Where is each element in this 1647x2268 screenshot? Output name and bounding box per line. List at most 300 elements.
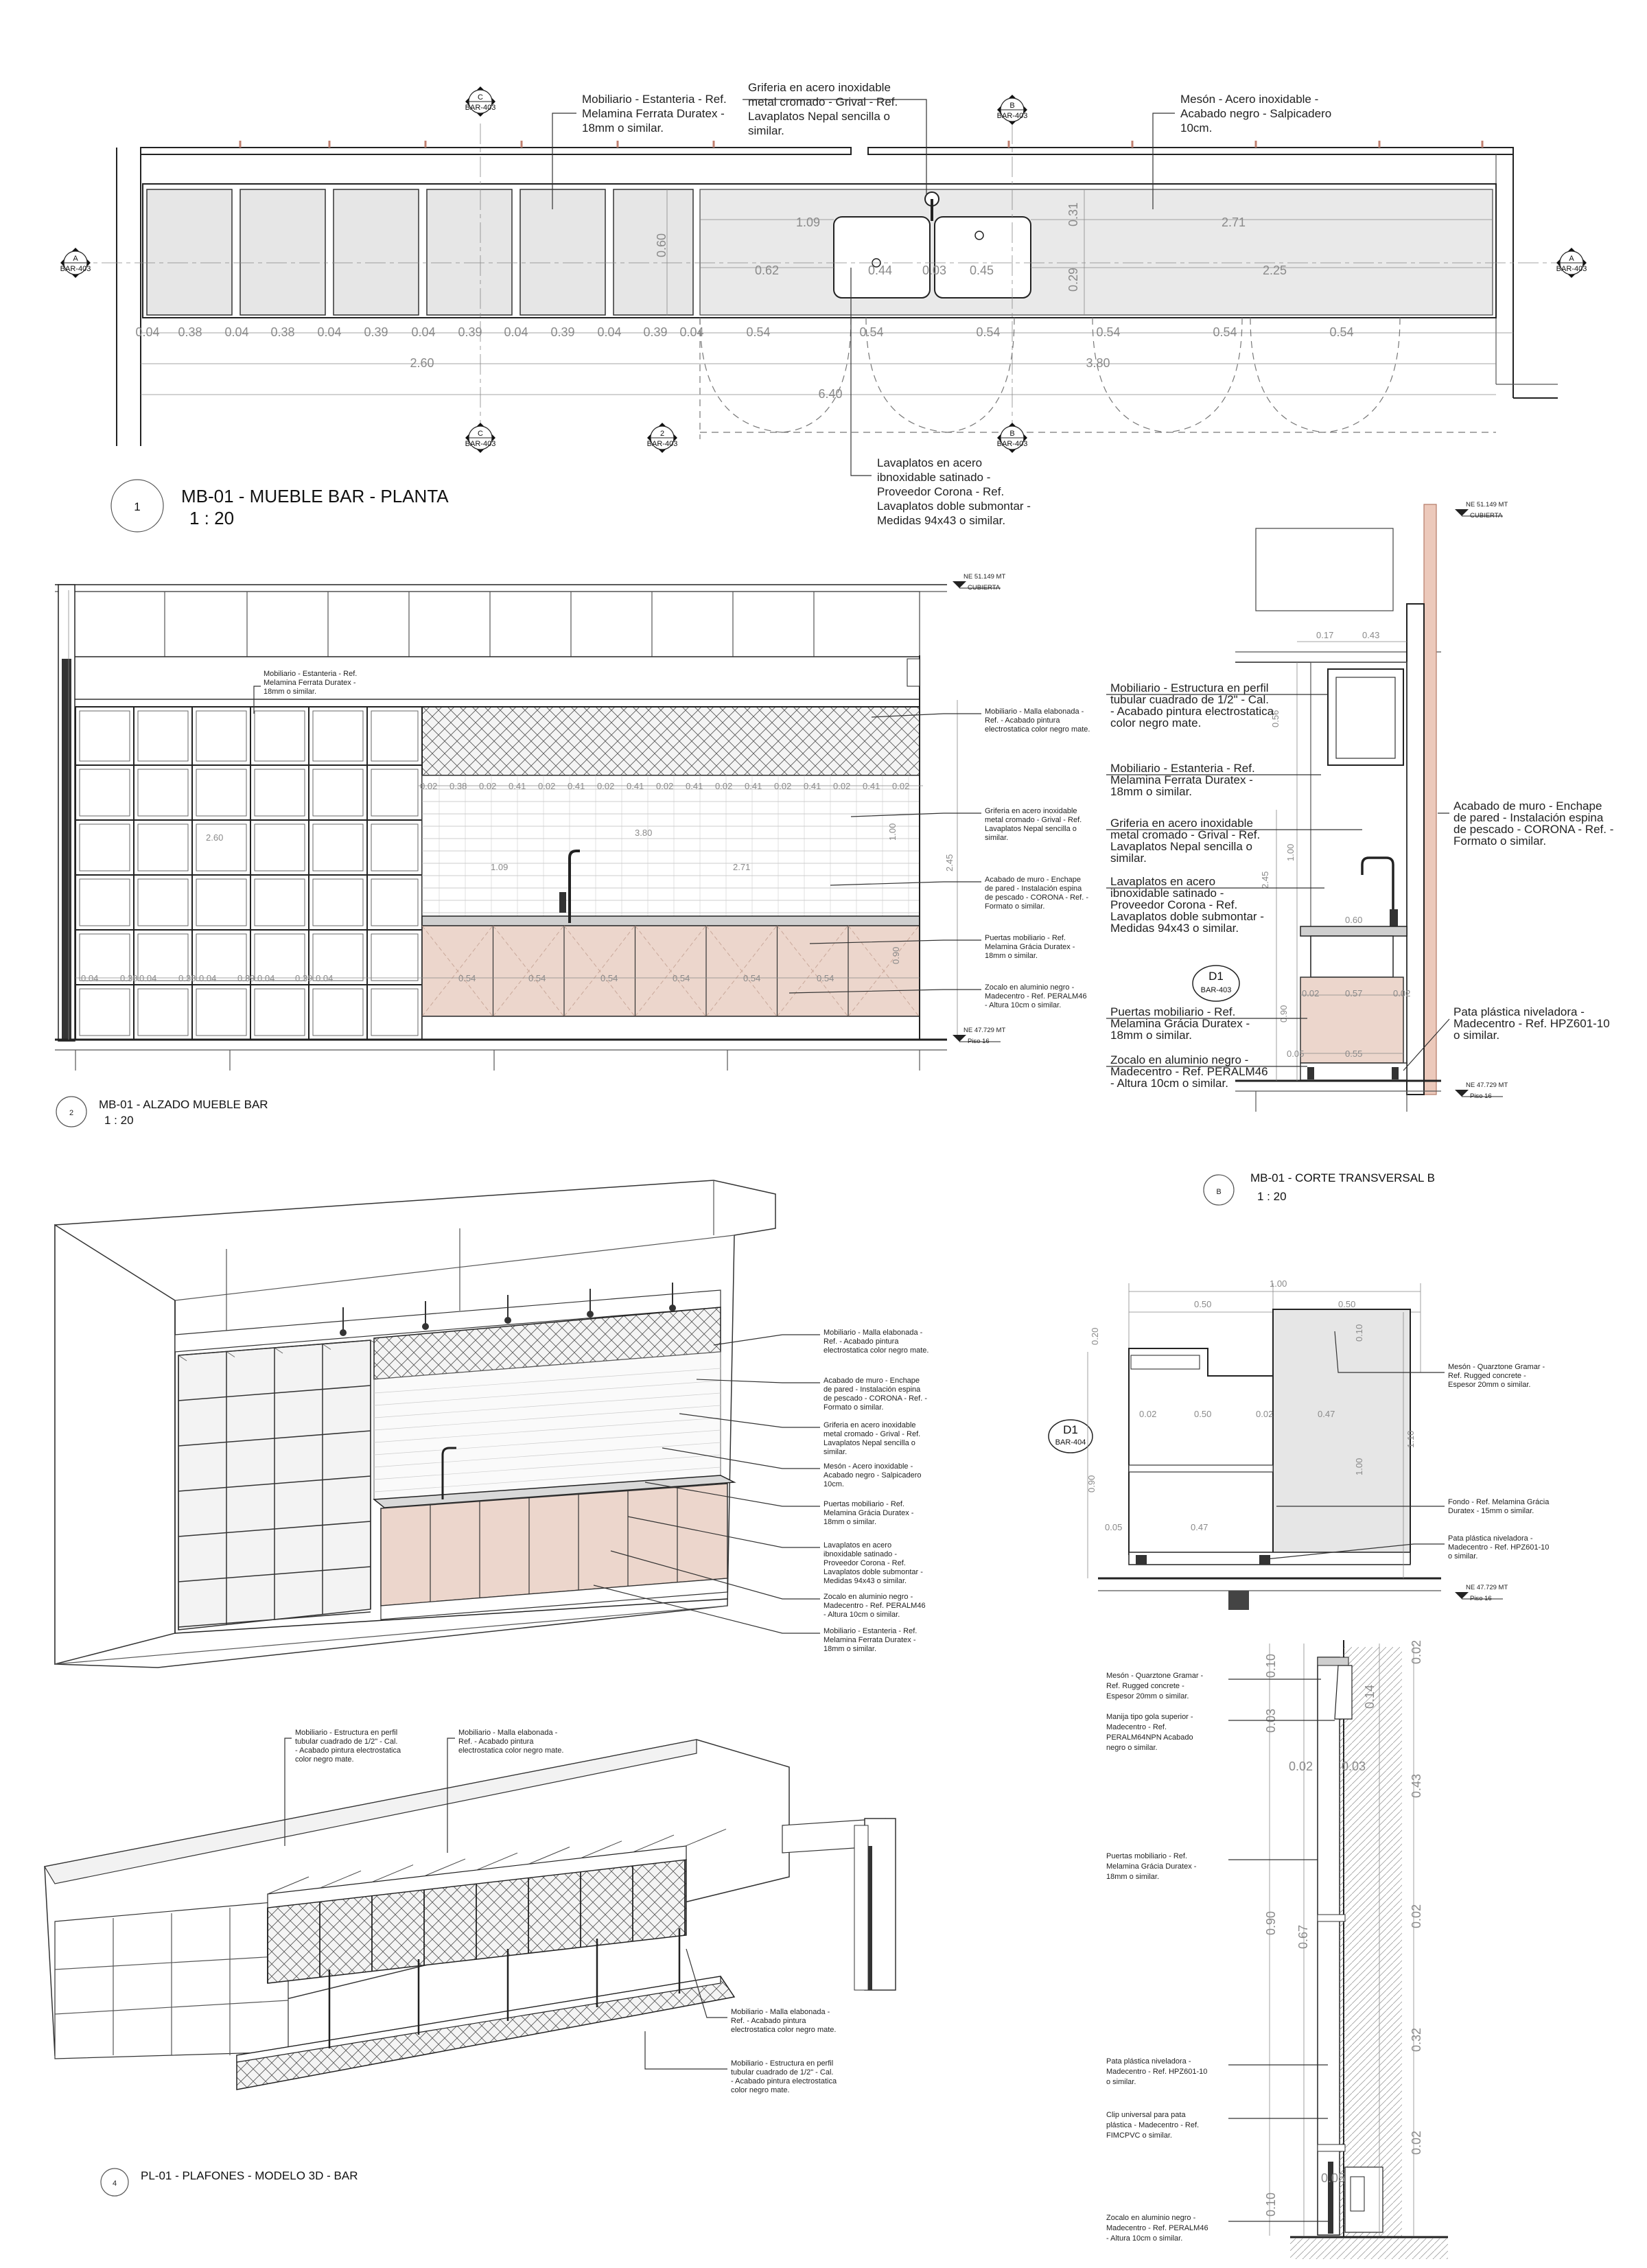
plan-note-shelving-line: Mobiliario - Estanteria - Ref. [582,93,727,106]
ds-note-5 [1106,2214,1208,2243]
elevation-note-3 [985,876,1088,911]
ds-note-4-line: Clip universal para pata [1106,2111,1186,2119]
axon-note-2-line: similar. [824,1448,848,1456]
elevation-dim-top: 0.41 [804,781,821,791]
plan-dim: 0.38 [178,325,202,339]
elevation-dim-bottom: 0.54 [528,973,546,983]
section-marker-ref: BAR-403 [996,440,1028,448]
ds-note-4-line: FIMCPVC o similar. [1106,2131,1172,2140]
elevation-dim-bottom: 0.39 [237,973,255,983]
plan-dim-inner: 2.25 [1263,264,1287,277]
elevation-dim-bottom: 0.38 [178,973,196,983]
section-note-leveler [1453,1005,1610,1042]
elevation-view-number: 2 [69,1109,74,1117]
plan-dim: 0.04 [135,325,160,339]
elevation-dim-top: 0.02 [420,781,438,791]
plan-dim: 0.39 [550,325,575,339]
plan-dim-inner: 1.09 [796,215,821,229]
ds-note-5-line: Zocalo en aluminio negro - [1106,2214,1196,2222]
elevation-dim-bottom: 0.04 [257,973,275,983]
level-marker [1455,1082,1508,1100]
section-view-label: B [1216,1188,1222,1196]
d1-detail-ref: BAR-404 [1055,1438,1086,1447]
plan-dim: 0.54 [976,325,1001,339]
section-marker-letter: B [1009,102,1015,110]
axon-note-3-line: 10cm. [824,1480,844,1488]
elevation-dim-top: 0.02 [538,781,556,791]
section-note-left-3-line: Lavaplatos en acero [1110,875,1216,888]
section-marker-ref: BAR-403 [60,265,91,273]
elevation-note-2 [985,807,1082,842]
ds-note-1 [1106,1713,1193,1752]
section-marker [60,248,91,278]
section-marker-ref: BAR-403 [996,112,1028,120]
elevation-note-5-line: Zocalo en aluminio negro - [985,983,1075,992]
d1-dim: 0.10 [1354,1324,1364,1342]
axon-note-2 [824,1421,920,1456]
d1-dim: 0.02 [1256,1409,1274,1419]
section-marker-letter: B [1009,430,1015,438]
elevation-dim-top: 0.41 [686,781,703,791]
elevation-note-4-line: Melamina Grácia Duratex - [985,943,1075,951]
axon-note-6 [824,1593,926,1619]
level-name: CUBIERTA [1470,512,1503,519]
level-value: NE 51.149 MT [963,573,1006,581]
section-marker [647,423,678,453]
elevation-note-3-line: Acabado de muro - Enchape [985,876,1082,884]
section-dim: 2.45 [1260,871,1270,889]
detail-section-notes [1106,1672,1335,2243]
axon-note-0-line: Ref. - Acabado pintura [824,1337,899,1346]
plan-title-block [111,480,449,532]
section-detail-tag: D1 [1208,970,1224,983]
d1-note-leveler-line: Madecentro - Ref. HPZ601-10 [1448,1543,1550,1552]
plafones-note-3-line: - Acabado pintura electrostatica [731,2077,837,2085]
d1-note-counter-line: Espesor 20mm o similar. [1448,1381,1531,1389]
elevation-note-shelving-line: Mobiliario - Estanteria - Ref. [264,670,358,678]
elevation-dim-bottom: 0.04 [199,973,217,983]
plan-dim: 0.39 [458,325,482,339]
elevation-dim-inner: 2.60 [206,832,224,843]
plan-note-counter-line: Mesón - Acero inoxidable - [1180,93,1319,106]
ds-note-3-line: o similar. [1106,2078,1136,2086]
plafones-note-1-line: electrostatica color negro mate. [458,1746,564,1755]
axon-note-7-line: 18mm o similar. [824,1645,877,1653]
d1-dim: 1.00 [1270,1278,1287,1289]
plan-dim: 0.04 [679,325,704,339]
elevation-dim-inner: 0.90 [891,946,901,964]
ds-dim: 0.10 [1264,1653,1278,1678]
plan-dim: 0.04 [597,325,622,339]
plan-dim: 0.04 [504,325,528,339]
plan-dim-inner: 0.44 [868,264,893,277]
section-marker-ref: BAR-403 [646,440,678,448]
ds-dim: 0.14 [1363,1684,1377,1709]
plan-dim: 0.54 [1213,325,1237,339]
section-note-wall-line: Formato o similar. [1453,834,1547,847]
section-note-left-4-line: Puertas mobiliario - Ref. [1110,1005,1236,1018]
section-dim: 0.55 [1345,1049,1363,1059]
ds-note-0 [1106,1672,1204,1700]
plafones-note-3-line: color negro mate. [731,2086,790,2094]
plan-note-sink-line: ibnoxidable satinado - [877,471,991,484]
section-marker-letter: 2 [659,430,665,438]
plan-dim-inner: 0.45 [970,264,994,277]
d1-note-counter [1448,1363,1545,1389]
ds-note-1-line: Madecentro - Ref. [1106,1723,1167,1731]
axon-note-3 [824,1462,921,1488]
section-dim: 1.00 [1285,843,1296,861]
level-marker [1455,1584,1508,1602]
axon-note-2-line: metal cromado - Grival - Ref. [824,1430,921,1438]
elevation-note-5-line: - Altura 10cm o similar. [985,1001,1062,1009]
section-note-left-2-line: metal cromado - Grival - Ref. [1110,828,1261,841]
axon-note-7 [824,1627,917,1653]
level-value: NE 47.729 MT [963,1027,1006,1034]
plan-dim: 0.54 [859,325,884,339]
section-note-leveler-line: Madecentro - Ref. HPZ601-10 [1453,1017,1610,1030]
elevation-dim-bottom: 0.38 [120,973,138,983]
d1-dim: 0.02 [1139,1409,1157,1419]
elevation-dim-bottom: 0.04 [316,973,334,983]
plan-note-sink-line: Lavaplatos doble submontar - [877,500,1031,513]
axon-note-3-line: Mesón - Acero inoxidable - [824,1462,913,1471]
plan-note-counter-line: 10cm. [1180,121,1213,135]
elevation-dim-top: 0.41 [627,781,644,791]
axon-note-4-line: Melamina Grácia Duratex - [824,1509,914,1517]
d1-note-back-line: Duratex - 15mm o similar. [1448,1507,1534,1515]
section-marker-letter: A [1569,255,1574,263]
section-note-left-3-line: Lavaplatos doble submontar - [1110,910,1264,923]
section-dim: 0.43 [1362,630,1380,640]
plafones-note-2-line: Ref. - Acabado pintura [731,2017,806,2025]
ds-note-0-line: Espesor 20mm o similar. [1106,1692,1189,1700]
level-name: Piso 16 [1470,1092,1492,1100]
section-note-left-1-line: Melamina Ferrata Duratex - [1110,773,1253,786]
section-note-wall-line: de pared - Instalación espina [1453,811,1604,824]
d1-note-back [1448,1498,1550,1515]
level-value: NE 47.729 MT [1466,1584,1508,1591]
plan-note-sink [877,456,1031,527]
axon-note-4-line: 18mm o similar. [824,1518,877,1526]
axon-note-5-line: Lavaplatos en acero [824,1541,892,1550]
elevation-dim-top: 0.41 [568,781,585,791]
plan-view-number: 1 [134,500,141,513]
plafones-title-block [101,2168,358,2196]
plafones-note-1 [458,1729,563,1755]
section-marker-ref: BAR-403 [1556,265,1587,273]
elevation-dim-bottom: 0.54 [743,973,761,983]
elevation-note-4 [985,934,1075,960]
plan-dim: 0.54 [1329,325,1354,339]
elevation-note-3-line: de pescado - CORONA - Ref. - [985,893,1088,902]
axon-note-1-line: de pescado - CORONA - Ref. - [824,1394,927,1403]
elevation-dim-top: 0.41 [745,781,762,791]
plafones-note-0-line: - Acabado pintura electrostatica [295,1746,401,1755]
ds-note-0-line: Ref. Rugged concrete - [1106,1682,1184,1690]
elevation-dim-inner: 2.45 [944,854,955,872]
elevation-dim-top: 0.41 [863,781,880,791]
section-dim: 0.02 [1302,988,1320,998]
axon-note-7-line: Mobiliario - Estanteria - Ref. [824,1627,918,1635]
section-note-wall [1453,799,1613,847]
plafones-note-1-line: Mobiliario - Malla elabonada - [458,1729,558,1737]
elevation-dim-top: 0.02 [715,781,733,791]
ds-note-2-line: Puertas mobiliario - Ref. [1106,1852,1187,1860]
elevation-dim-inner: 2.71 [733,862,751,872]
elevation-dim-bottom: 0.54 [673,973,690,983]
plan-view-scale: 1 : 20 [189,508,235,528]
section-marker-ref: BAR-403 [465,440,496,448]
plan-dim: 0.54 [1096,325,1121,339]
elevation-note-2-line: similar. [985,834,1009,842]
axon-note-4 [824,1500,914,1526]
detail-d1-view [1049,1283,1441,1610]
elevation-note-3-line: Formato o similar. [985,902,1045,911]
ds-dim: 0.90 [1264,1910,1278,1935]
section-note-left-0 [1110,681,1274,729]
ds-note-3-line: Pata plástica niveladora - [1106,2057,1191,2066]
axon-note-6-line: Madecentro - Ref. PERALM46 [824,1602,926,1610]
section-note-left-1-line: Mobiliario - Estanteria - Ref. [1110,762,1255,775]
section-dim: 0.56 [1270,710,1281,727]
section-note-left-4-line: Melamina Grácia Duratex - [1110,1017,1250,1030]
ds-note-2 [1106,1852,1197,1881]
ds-note-5-line: Madecentro - Ref. PERALM46 [1106,2224,1208,2232]
plan-note-faucet-line: Lavaplatos Nepal sencilla o [748,110,890,123]
elevation-note-5-line: Madecentro - Ref. PERALM46 [985,992,1087,1001]
ds-dim: 0.43 [1410,1773,1423,1798]
plan-note-faucet-line: similar. [748,124,784,137]
level-marker [953,1027,1005,1045]
plan-note-sink-line: Medidas 94x43 o similar. [877,514,1006,527]
axon-note-6-line: - Altura 10cm o similar. [824,1611,900,1619]
section-note-left-0-line: - Acabado pintura electrostatica [1110,705,1274,718]
elevation-note-1-line: Mobiliario - Malla elabonada - [985,708,1084,716]
ds-note-0-line: Mesón - Quarztone Gramar - [1106,1672,1204,1680]
axon-note-0 [824,1329,928,1355]
d1-dim: 0.50 [1194,1409,1212,1419]
section-marker [997,423,1028,453]
plan-dim-total: 6.40 [818,387,843,401]
axon-note-6-line: Zocalo en aluminio negro - [824,1593,913,1601]
axon-note-0-line: Mobiliario - Malla elabonada - [824,1329,923,1337]
plan-note-shelving-line: Melamina Ferrata Duratex - [582,107,725,120]
plafones-note-2-line: electrostatica color negro mate. [731,2026,837,2034]
level-name: Piso 16 [968,1038,990,1045]
d1-dim: 0.47 [1191,1522,1208,1532]
d1-dim: 1.00 [1354,1458,1364,1475]
ds-dim: 0.03 [1342,1760,1366,1773]
elevation-note-2-line: Griferia en acero inoxidable [985,807,1077,815]
d1-note-leveler-line: Pata plástica niveladora - [1448,1534,1533,1543]
plan-note-sink-line: Lavaplatos en acero [877,456,983,469]
plan-dim-inner: 2.71 [1222,215,1246,229]
d1-note-counter-line: Mesón - Quarztone Gramar - [1448,1363,1545,1371]
elevation-dim-bottom: 0.39 [295,973,313,983]
ds-note-2-line: 18mm o similar. [1106,1873,1160,1881]
level-value: NE 47.729 MT [1466,1082,1508,1089]
section-note-wall-line: de pescado - CORONA - Ref. - [1453,823,1614,836]
section-detail-ref: BAR-403 [1200,986,1232,994]
plafones-note-1-line: Ref. - Acabado pintura [458,1738,534,1746]
plafones-view-number: 4 [112,2179,117,2188]
plafones-note-0-line: color negro mate. [295,1755,354,1764]
elevation-dim-inner: 1.00 [887,823,898,841]
elevation-note-shelving-line: Melamina Ferrata Duratex - [264,679,356,687]
plafones-note-0-line: Mobiliario - Estructura en perfil [295,1729,398,1737]
plan-dim: 0.04 [224,325,249,339]
plan-note-faucet-line: Griferia en acero inoxidable [748,81,891,94]
d1-note-leveler-line: o similar. [1448,1552,1478,1560]
ds-dim: 0.10 [1264,2192,1278,2217]
elevation-dim-top: 0.02 [774,781,792,791]
elevation-note-3-line: de pared - Instalación espina [985,885,1082,893]
plan-dim-inner: 0.29 [1066,267,1080,292]
elevation-note-4-line: 18mm o similar. [985,952,1038,960]
section-note-left-2-line: Lavaplatos Nepal sencilla o [1110,840,1252,853]
elevation-note-shelving [264,670,357,696]
axon-note-5-line: Lavaplatos doble submontar - [824,1568,923,1576]
section-note-left-0-line: Mobiliario - Estructura en perfil [1110,681,1269,694]
plan-dim-inner: 0.31 [1066,202,1080,226]
elevation-note-1-line: Ref. - Acabado pintura [985,716,1060,725]
axon-note-4-line: Puertas mobiliario - Ref. [824,1500,904,1508]
ds-dim: 0.02 [1410,1904,1423,1928]
elevation-dim-inner: 3.80 [635,828,653,838]
section-marker [1556,248,1587,278]
level-marker [1455,501,1508,519]
section-marker-letter: C [478,93,483,102]
d1-detail-tag: D1 [1063,1423,1078,1436]
ds-dim: 0.03 [1264,1708,1278,1733]
plafones-view [45,1740,896,2090]
elevation-note-5 [985,983,1087,1009]
section-marker-letter: C [478,430,483,438]
elevation-dim-bottom: 0.04 [139,973,157,983]
plan-note-counter-line: Acabado negro - Salpicadero [1180,107,1332,120]
axon-note-5-line: Proveedor Corona - Ref. [824,1559,906,1567]
plafones-note-3-line: Mobiliario - Estructura en perfil [731,2059,834,2068]
plan-view-title: MB-01 - MUEBLE BAR - PLANTA [181,486,449,506]
section-marker-letter: A [73,255,78,263]
axon-note-1 [824,1377,927,1412]
d1-note-back-line: Fondo - Ref. Melamina Grácia [1448,1498,1550,1506]
elevation-note-1-line: electrostatica color negro mate. [985,725,1090,734]
section-note-leveler-line: Pata plástica niveladora - [1453,1005,1585,1018]
ds-note-1-line: negro o similar. [1106,1744,1158,1752]
plan-dim: 0.39 [643,325,668,339]
plan-note-faucet-line: metal cromado - Grival - Ref. [748,95,898,108]
section-note-left-5 [1110,1053,1268,1090]
ds-dim: 0.02 [1410,1639,1423,1664]
plan-dim: 0.04 [317,325,342,339]
plan-dim-inner: 0.03 [922,264,947,277]
plafones-note-3 [731,2059,837,2094]
section-note-left-3-line: Proveedor Corona - Ref. [1110,898,1238,911]
plan-dim-total: 3.80 [1086,356,1110,370]
plafones-note-0 [295,1729,401,1764]
ds-note-5-line: - Altura 10cm o similar. [1106,2234,1183,2243]
elevation-note-2-line: metal cromado - Grival - Ref. [985,816,1082,824]
elevation-note-1 [985,708,1090,734]
section-note-left-5-line: - Altura 10cm o similar. [1110,1077,1228,1090]
plan-note-sink-line: Proveedor Corona - Ref. [877,485,1005,498]
d1-dim: 1.10 [1405,1430,1416,1448]
section-note-left-1-line: 18mm o similar. [1110,785,1193,798]
plan-dim: 0.38 [270,325,295,339]
ds-note-2-line: Melamina Grácia Duratex - [1106,1862,1197,1871]
section-dim: 0.90 [1278,1005,1289,1022]
d1-dim: 0.47 [1318,1409,1335,1419]
axon-note-5-line: ibnoxidable satinado - [824,1550,898,1558]
elevation-dim-bottom: 0.54 [817,973,834,983]
elevation-title-block [56,1097,268,1127]
axon-note-3-line: Acabado negro - Salpicadero [824,1471,922,1480]
plan-dim: 0.54 [746,325,771,339]
d1-dim: 0.50 [1194,1299,1212,1309]
axon-note-1-line: Formato o similar. [824,1403,884,1412]
elevation-dim-top: 0.38 [449,781,467,791]
plafones-view-title: PL-01 - PLAFONES - MODELO 3D - BAR [141,2169,358,2182]
plan-dim-inner: 0.62 [755,264,780,277]
plan-note-faucet [748,81,898,137]
elevation-dim-top: 0.02 [479,781,497,791]
elevation-dim-bottom: 0.04 [81,973,99,983]
axon-note-5 [824,1541,923,1585]
detail-section-view [1270,1640,1448,2259]
section-note-left-5-line: Zocalo en aluminio negro - [1110,1053,1249,1066]
elevation-view-title: MB-01 - ALZADO MUEBLE BAR [99,1098,268,1111]
d1-note-leveler [1448,1534,1549,1560]
axon-note-1-line: Acabado de muro - Enchape [824,1377,920,1385]
section-note-left-5-line: Madecentro - Ref. PERALM46 [1110,1065,1268,1078]
section-note-wall-line: Acabado de muro - Enchape [1453,799,1602,812]
axon-note-2-line: Griferia en acero inoxidable [824,1421,916,1429]
axon-note-5-line: Medidas 94x43 o similar. [824,1577,907,1585]
elevation-dim-top: 0.41 [509,781,526,791]
section-marker [465,423,496,453]
section-dim: 0.02 [1393,988,1411,998]
plafones-note-0-line: tubular cuadrado de 1/2" - Cal. [295,1738,398,1746]
plan-dim: 0.39 [364,325,388,339]
elevation-view [55,585,947,1071]
plafones-note-3-line: tubular cuadrado de 1/2" - Cal. [731,2068,834,2077]
plafones-note-2 [731,2008,836,2034]
section-note-leveler-line: o similar. [1453,1029,1500,1042]
elevation-dim-inner: 1.09 [491,862,509,872]
section-marker-ref: BAR-403 [465,104,496,112]
d1-dim: 0.50 [1338,1299,1356,1309]
elevation-dim-bottom: 0.54 [458,973,476,983]
axon-note-0-line: electrostatica color negro mate. [824,1346,929,1355]
section-marker [465,86,496,117]
section-note-left-2-line: Griferia en acero inoxidable [1110,817,1253,830]
section-note-left-2-line: similar. [1110,852,1147,865]
section-note-left-3-line: ibnoxidable satinado - [1110,887,1224,900]
section-dim: 0.60 [1345,915,1363,925]
section-marker [997,95,1028,125]
plan-dim-inner: 0.60 [655,233,668,257]
ds-dim: 0.02 [1289,1760,1313,1773]
section-dim: 0.05 [1287,1049,1305,1059]
axon-note-2-line: Lavaplatos Nepal sencilla o [824,1439,915,1447]
elevation-dim-top: 0.02 [833,781,851,791]
ds-dim: 0.05 [1321,2171,1346,2185]
plan-note-counter [1180,93,1331,135]
elevation-dim-top: 0.02 [597,781,615,791]
axonometric-view [55,1180,775,1668]
